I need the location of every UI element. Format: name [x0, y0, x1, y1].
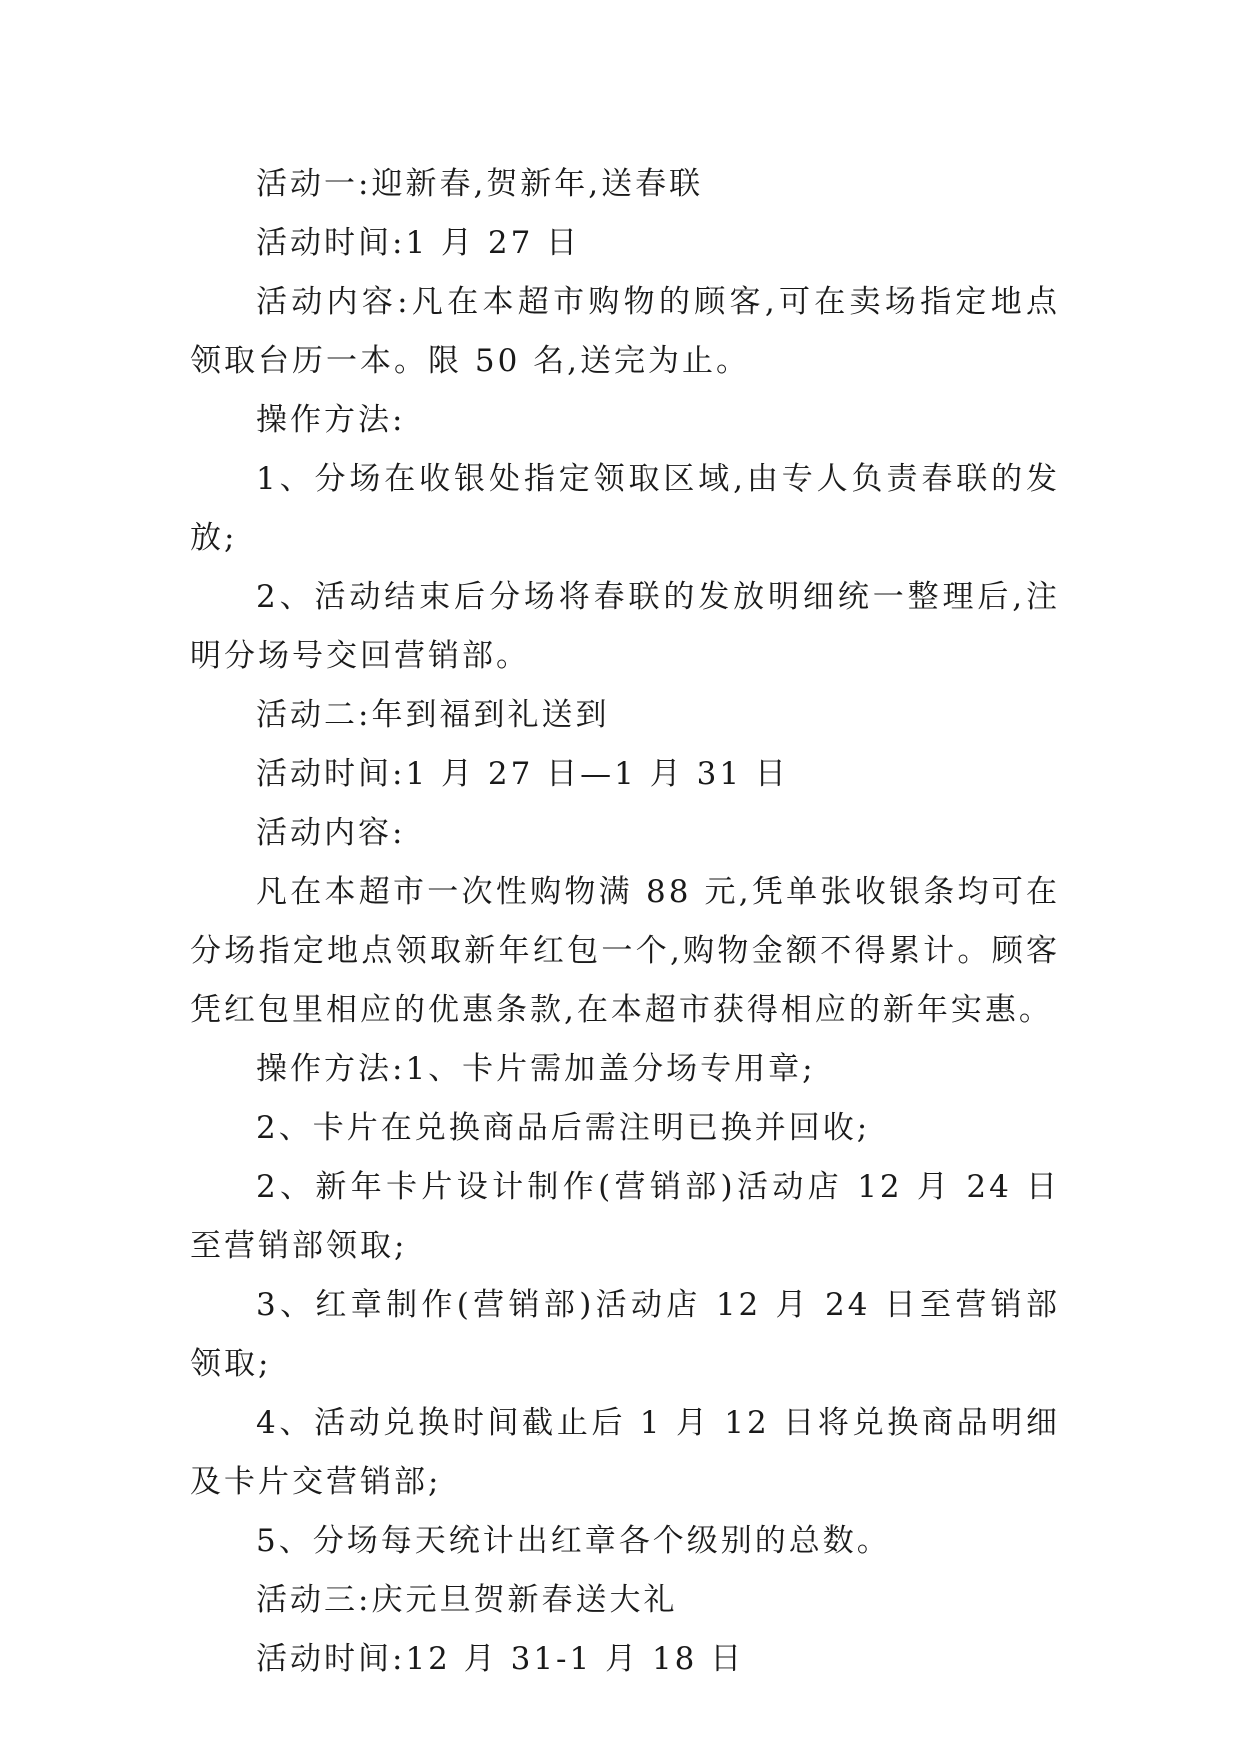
activity-3-time: 活动时间:12 月 31-1 月 18 日: [256, 1641, 745, 1677]
activity-2-method-step-2b: 2、新年卡片设计制作(营销部)活动店 12 月 24 日至营销部领取;: [190, 1169, 1060, 1264]
document-body: [190, 155, 1060, 1689]
activity-2-time: 活动时间:1 月 27 日—1 月 31 日: [256, 756, 789, 792]
activity-2-method-step-3: 3、红章制作(营销部)活动店 12 月 24 日至营销部领取;: [190, 1287, 1060, 1382]
activity-2-method-step-4: 4、活动兑换时间截止后 1 月 12 日将兑换商品明细及卡片交营销部;: [190, 1405, 1060, 1500]
activity-3-title: 活动三:庆元旦贺新春送大礼: [256, 1582, 678, 1618]
activity-1-content: 活动内容:凡在本超市购物的顾客,可在卖场指定地点领取台历一本。限 50 名,送完为止。: [190, 284, 1060, 379]
activity-2-method-step-5: 5、分场每天统计出红章各个级别的总数。: [256, 1523, 891, 1559]
activity-1-method-heading: 操作方法:: [256, 402, 406, 438]
activity-2-content-heading: 活动内容:: [256, 815, 406, 851]
activity-1-title: 活动一:迎新春,贺新年,送春联: [256, 166, 704, 202]
activity-1-method-step-1: 1、分场在收银处指定领取区域,由专人负责春联的发放;: [190, 461, 1060, 556]
activity-2-content-body: 凡在本超市一次性购物满 88 元,凭单张收银条均可在分场指定地点领取新年红包一个,购物金额不得累计。顾客凭红包里相应的优惠条款,在本超市获得相应的新年实惠。: [190, 874, 1060, 1028]
activity-1-method-step-2: 2、活动结束后分场将春联的发放明细统一整理后,注明分场号交回营销部。: [190, 579, 1060, 674]
activity-2-title: 活动二:年到福到礼送到: [256, 697, 610, 733]
activity-2-method-step-1: 操作方法:1、卡片需加盖分场专用章;: [256, 1051, 816, 1087]
activity-1-time: 活动时间:1 月 27 日: [256, 225, 581, 261]
activity-2-method-step-2: 2、卡片在兑换商品后需注明已换并回收;: [256, 1110, 871, 1146]
